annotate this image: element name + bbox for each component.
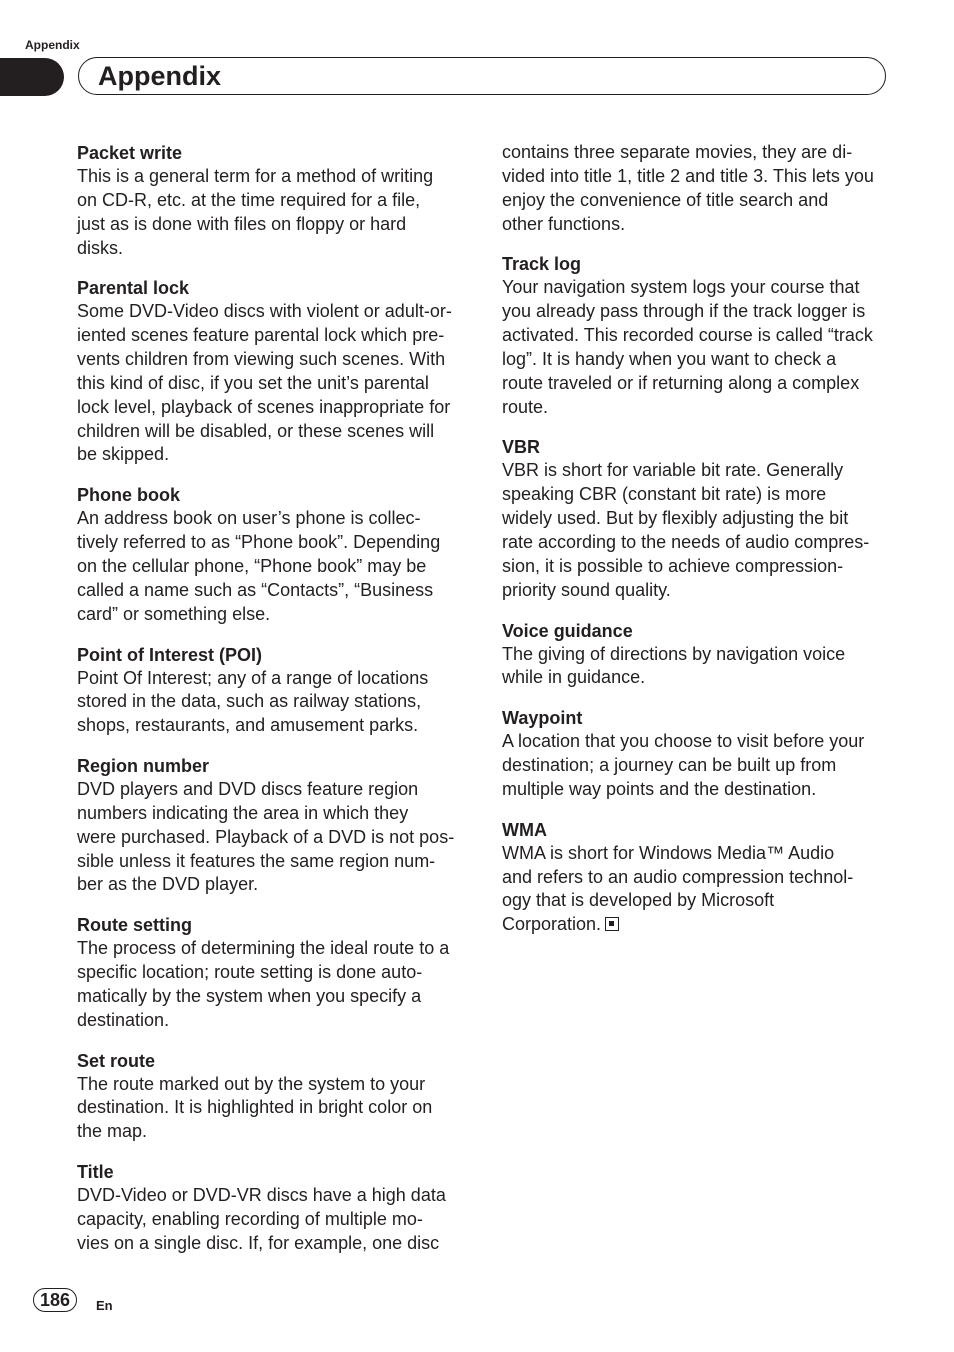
- glossary-definition: DVD players and DVD discs feature region numbers indicating the area in which they were purchased. Playback of a DVD is not pos- sible unless it features the same region num- ber as the DVD player.: [77, 779, 455, 895]
- glossary-definition: A location that you choose to visit before your destination; a journey can be built up from multiple way points and the destination.: [502, 731, 865, 799]
- glossary-definition: An address book on user’s phone is collec- tively referred to as “Phone book”. Depending on the cellular phone, “Phone book” may be called a name such as “Contacts”, “Business card” or something else.: [77, 508, 441, 624]
- glossary-definition: The route marked out by the system to your destination. It is highlighted in bright color on the map.: [77, 1073, 433, 1142]
- right-column: [502, 141, 894, 953]
- glossary-term: Packet write: [77, 143, 183, 163]
- glossary-entry-vbr: [502, 435, 894, 602]
- glossary-definition: The giving of directions by navigation voice while in guidance.: [502, 643, 846, 688]
- glossary-entry-title: [77, 1160, 469, 1256]
- glossary-term: VBR: [502, 437, 541, 458]
- glossary-entry-region-number: [77, 754, 469, 897]
- glossary-term: Region number: [77, 756, 210, 777]
- glossary-definition: Point Of Interest; any of a range of locations stored in the data, such as railway stations, shops, restaurants, and amusement parks.: [77, 667, 429, 736]
- glossary-entry-waypoint: [502, 706, 894, 802]
- glossary-entry-route-setting: [77, 913, 469, 1032]
- glossary-definition: VBR is short for variable bit rate. Generally speaking CBR (constant bit rate) is more widely used. But by flexibly adjusting the bit rate according to the needs of audio compres- sion, it is possible to achieve compression- priority sound quality.: [502, 460, 870, 600]
- glossary-continuation-title: contains three separate movies, they are di- vided into title 1, title 2 and title 3. This lets you enjoy the convenience of title search and other functions.: [502, 142, 874, 234]
- glossary-definition: This is a general term for a method of writing on CD-R, etc. at the time required for a file, just as is done with files on floppy or hard disks.: [77, 166, 434, 258]
- language-code: En: [96, 1298, 113, 1313]
- glossary-definition: Some DVD-Video discs with violent or adult-or- iented scenes feature parental lock which pre- vents children from viewing such scenes. With this kind of disc, if you set the unit’s parental lock level, playback of scenes inappropriate for children will be disabled, or these scenes will be skipped.: [77, 301, 452, 465]
- glossary-entry-set-route: [77, 1049, 469, 1145]
- glossary-term: Route setting: [77, 915, 192, 936]
- glossary-term: Waypoint: [502, 708, 583, 729]
- glossary-definition: Your navigation system logs your course that you already pass through if the track logger is activated. This recorded course is called “track log”. It is handy when you want to check a route traveled or if returning along a complex route.: [502, 277, 873, 417]
- wma-definition-text: WMA is short for Windows Media™ Audio and refers to an audio compression technol- ogy that is developed by Microsoft Corporation.: [502, 842, 854, 935]
- end-of-section-icon: [605, 917, 619, 931]
- glossary-definition: [502, 842, 894, 937]
- glossary-entry-wma: [502, 818, 894, 937]
- left-column: [77, 141, 469, 1272]
- running-head: Appendix: [25, 38, 80, 52]
- glossary-term: Voice guidance: [502, 620, 633, 641]
- glossary-term: Point of Interest (POI): [77, 644, 263, 665]
- glossary-entry-packet-write: [77, 141, 469, 260]
- glossary-term: Parental lock: [77, 278, 190, 299]
- glossary-entry-track-log: [502, 252, 894, 419]
- glossary-definition: The process of determining the ideal route to a specific location; route setting is done auto- matically by the system when you specify a destination.: [77, 938, 450, 1030]
- title-bar: [78, 57, 886, 95]
- page-number: 186: [33, 1288, 77, 1312]
- glossary-term: Phone book: [77, 485, 180, 506]
- glossary-entry-parental-lock: [77, 276, 469, 467]
- page-title: Appendix: [98, 61, 222, 91]
- glossary-term: WMA: [502, 819, 547, 840]
- glossary-term: Title: [77, 1162, 114, 1183]
- glossary-term: Track log: [502, 254, 582, 275]
- glossary-entry-phone-book: [77, 483, 469, 626]
- glossary-definition: DVD-Video or DVD-VR discs have a high data capacity, enabling recording of multiple mo- vies on a single disc. If, for example, one disc: [77, 1185, 446, 1253]
- glossary-entry-poi: [77, 643, 469, 739]
- glossary-term: Set route: [77, 1050, 156, 1071]
- glossary-entry-voice-guidance: [502, 619, 894, 691]
- section-tab-marker: [0, 58, 64, 96]
